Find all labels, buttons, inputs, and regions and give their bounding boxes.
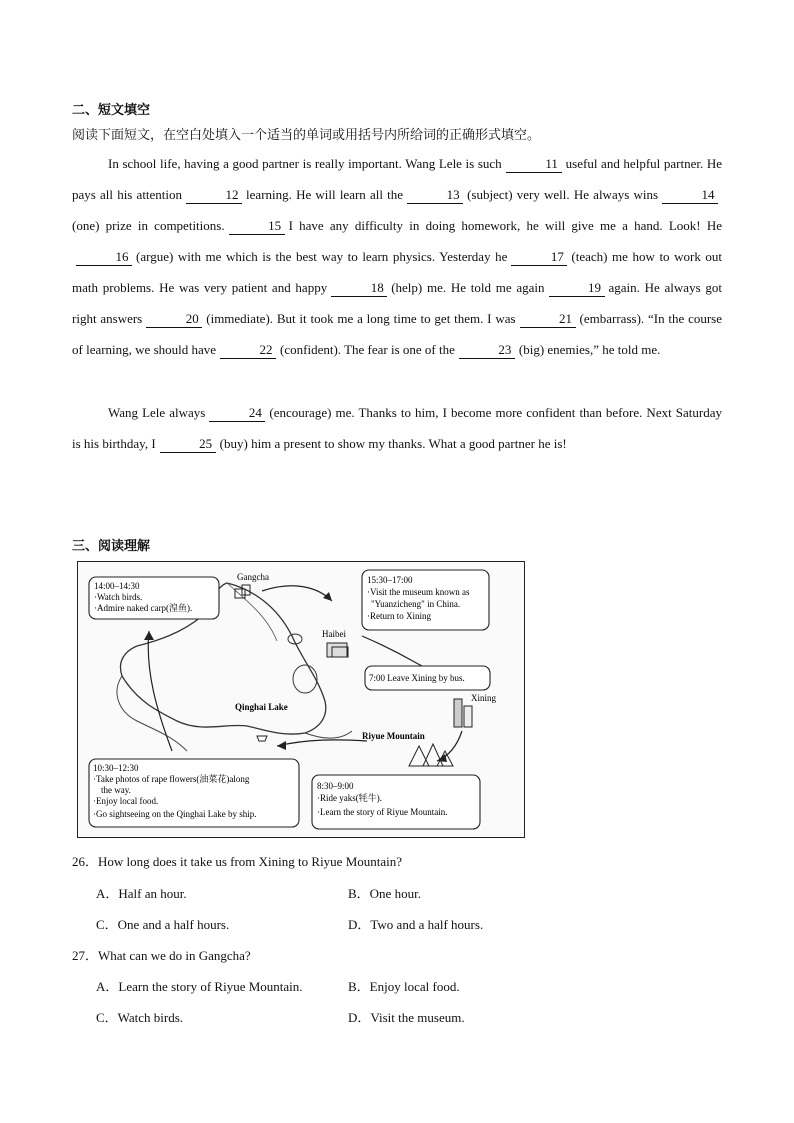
svg-text:the way.: the way. [101, 785, 131, 795]
cloze-paragraph-1: In school life, having a good partner is really important. Wang Lele is such 11 useful and helpful partner. He pays all his attention 12 learning. He will learn all the 13 (subject) very well. He always wins 14(one) prize in competitions. 15 I have any difficulty in doing homework, he will give me a hand. Look! He16 (argue) with me which is the best way to learn physics. Yesterday he 17 (teach) me how to work out math problems. He was very patient and happy 18 (help) me. He told me again 19 again. He always got right answers 20 (immediate). But it took me a long time to get them. I was 21 (embarrass). “In the course of learning, we should have 22 (confident). The fear is one of the 23 (big) enemies,” he told me. [72, 156, 722, 357]
blank-16[interactable]: 16 [76, 249, 132, 266]
travel-route-map [77, 561, 525, 838]
q27-option-c[interactable]: C．Watch birds. [96, 1010, 184, 1025]
blank-12[interactable]: 12 [186, 187, 242, 204]
blank-21[interactable]: 21 [520, 311, 576, 328]
section-title-reading: 三、阅读理解 [72, 539, 151, 554]
blank-22[interactable]: 22 [220, 342, 276, 359]
blank-19[interactable]: 19 [549, 280, 605, 297]
q26-option-d[interactable]: D．Two and a half hours. [348, 917, 484, 932]
q27-option-b[interactable]: B．Enjoy local food. [348, 979, 460, 994]
q26-option-a[interactable]: A．Half an hour. [96, 886, 187, 901]
svg-text:·Visit the museum known as: ·Visit the museum known as [367, 587, 470, 597]
svg-text:·Take photos of rape flowers(油: ·Take photos of rape flowers(油菜花)along [93, 774, 250, 784]
label-riyue-mountain: Riyue Mountain [362, 731, 425, 741]
svg-text:15:30–17:00: 15:30–17:00 [367, 575, 413, 585]
blank-17[interactable]: 17 [511, 249, 567, 266]
blank-13[interactable]: 13 [407, 187, 463, 204]
haibei-building-icon [327, 643, 348, 657]
label-gangcha: Gangcha [237, 572, 269, 582]
svg-text:·Enjoy local food.: ·Enjoy local food. [93, 796, 159, 806]
q26-option-b[interactable]: B．One hour. [348, 886, 421, 901]
svg-text:·Return to Xining: ·Return to Xining [367, 611, 431, 621]
svg-text:8:30–9:00: 8:30–9:00 [317, 781, 354, 791]
svg-text:14:00–14:30: 14:00–14:30 [94, 581, 140, 591]
svg-text:·Go sightseeing on the Qinghai: ·Go sightseeing on the Qinghai Lake by ship. [93, 809, 257, 819]
label-haibei: Haibei [322, 629, 346, 639]
blank-20[interactable]: 20 [146, 311, 202, 328]
svg-text:·Learn the story of Riyue Moun: ·Learn the story of Riyue Mountain. [317, 807, 448, 817]
svg-text:"Yuanzicheng" in China.: "Yuanzicheng" in China. [371, 599, 461, 609]
q27-option-a[interactable]: A．Learn the story of Riyue Mountain. [96, 979, 303, 994]
svg-text:7:00 Leave Xining by bus.: 7:00 Leave Xining by bus. [369, 673, 465, 683]
cloze-paragraph-2: Wang Lele always 24 (encourage) me. Thanks to him, I become more confident than before. Next Saturday is his birthday, I 25 (buy) him a present to show my thanks. What a good partner he is! [72, 405, 722, 451]
q26-option-c[interactable]: C．One and a half hours. [96, 917, 230, 932]
svg-text:·Ride yaks(牦牛).: ·Ride yaks(牦牛). [317, 793, 382, 803]
svg-text:·Admire naked carp(湟鱼).: ·Admire naked carp(湟鱼). [94, 603, 193, 613]
label-xining: Xining [471, 693, 497, 703]
section-title-cloze: 二、短文填空 [72, 103, 151, 118]
q27-option-d[interactable]: D．Visit the museum. [348, 1010, 465, 1025]
question-26: 26．How long does it take us from Xining to Riyue Mountain? [72, 854, 403, 869]
blank-18[interactable]: 18 [331, 280, 387, 297]
cloze-instruction: 阅读下面短文，在空白处填入一个适当的单词或用括号内所给词的正确形式填空。 [72, 128, 541, 143]
svg-text:10:30–12:30: 10:30–12:30 [93, 763, 139, 773]
blank-11[interactable]: 11 [506, 156, 562, 173]
blank-23[interactable]: 23 [459, 342, 515, 359]
blank-14[interactable]: 14 [662, 187, 718, 204]
blank-15[interactable]: 15 [229, 218, 285, 235]
blank-24[interactable]: 24 [209, 405, 265, 422]
question-27: 27．What can we do in Gangcha? [72, 948, 251, 963]
svg-text:·Watch birds.: ·Watch birds. [94, 592, 143, 602]
label-qinghai-lake: Qinghai Lake [235, 702, 288, 712]
blank-25[interactable]: 25 [160, 436, 216, 453]
